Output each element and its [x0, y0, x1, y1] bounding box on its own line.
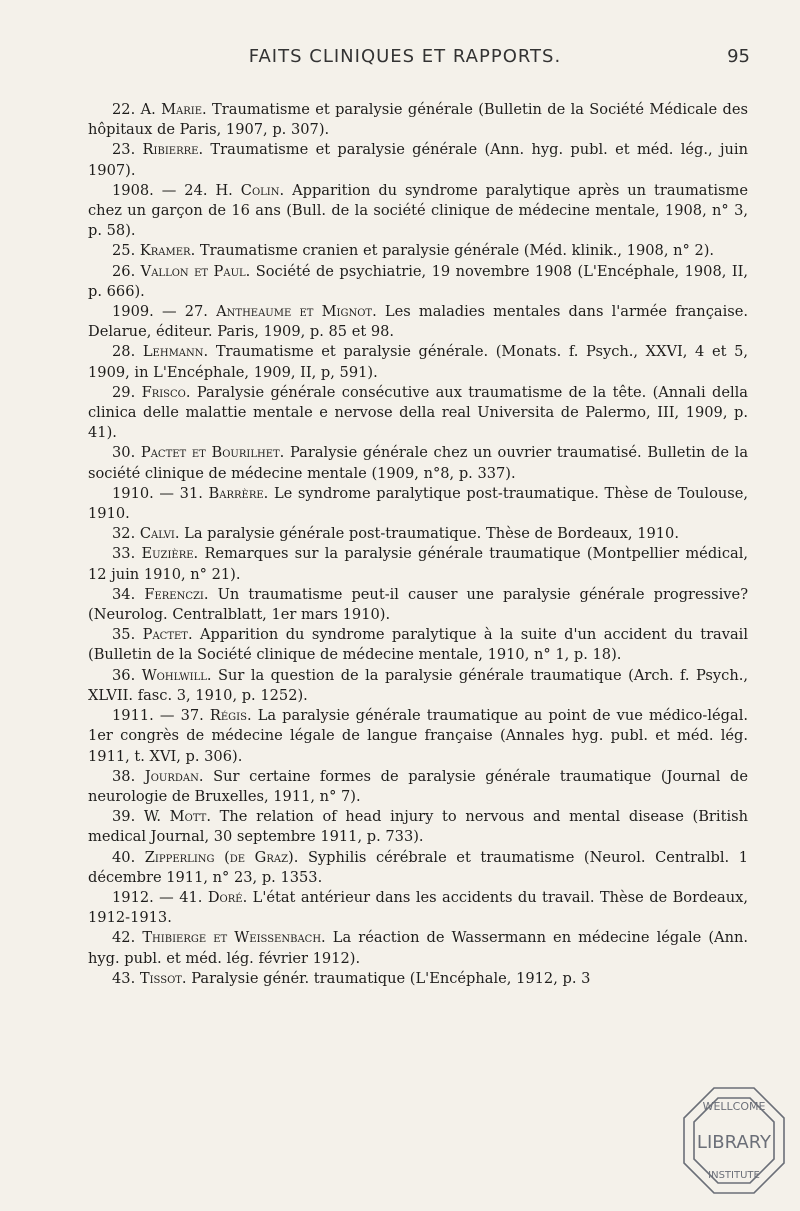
reference-number: 28.	[112, 343, 136, 361]
reference-author: Barrère.	[208, 484, 269, 502]
reference-author: Frisco.	[141, 383, 191, 401]
reference-number: 42.	[112, 929, 136, 947]
reference-number: 23.	[112, 141, 136, 159]
reference-entry	[88, 140, 748, 180]
reference-text: Remarques sur la paralysie générale traumatique (Montpellier médical, 12 juin 1910, n° 21).	[88, 545, 749, 583]
reference-entry	[88, 888, 748, 928]
reference-number: 37.	[180, 707, 204, 725]
stamp-mid-text: LIBRARY	[696, 1132, 772, 1153]
reference-number: 27.	[184, 303, 208, 321]
reference-number: 38.	[112, 767, 136, 785]
reference-author: Ribierre.	[142, 141, 204, 159]
reference-entry	[88, 928, 748, 968]
reference-number: 22.	[112, 101, 136, 118]
reference-number: 30.	[112, 444, 136, 462]
reference-entry	[88, 706, 748, 767]
reference-entry	[88, 524, 748, 544]
reference-author: Calvi.	[139, 525, 180, 543]
reference-text: Traumatisme cranien et paralysie générale (Méd. klinik., 1908, n° 2).	[199, 242, 715, 260]
running-header	[60, 46, 750, 76]
reference-author: Kramer.	[139, 242, 196, 260]
reference-author: W. Mott.	[143, 808, 211, 826]
reference-entry	[88, 767, 748, 807]
reference-number: 24.	[184, 181, 208, 199]
reference-number: 36.	[112, 666, 136, 684]
reference-entry	[88, 585, 748, 625]
reference-number: 40.	[112, 848, 136, 866]
reference-year-lead: 1909. —	[112, 303, 177, 321]
reference-entry	[88, 181, 748, 242]
reference-entry	[88, 262, 748, 302]
reference-entry	[88, 666, 748, 706]
reference-author: Doré.	[207, 888, 248, 906]
reference-text: Un traumatisme peut-il causer une paralysie générale progressive? (Neurolog. Centralblatt, 1er mars 1910).	[88, 585, 749, 624]
reference-entry	[88, 484, 748, 524]
reference-text: The relation of head injury to nervous and mental disease (British medical Journal, 30 septembre 1911, p. 733).	[88, 808, 748, 846]
reference-text: La paralysie générale traumatique au point de vue médico-légal. 1er congrès de médecine légale de langue française (Annales hyg. publ. et méd. lég. 1911, t. XVI, p. 306).	[88, 707, 749, 765]
reference-author: Antheaume et Mignot.	[216, 303, 377, 321]
reference-entry	[88, 544, 748, 584]
reference-text: Paralysie générale chez un ouvrier traumatisé. Bulletin de la société clinique de médecine mentale (1909, n°8, p. 337).	[88, 444, 749, 482]
reference-entry	[88, 241, 748, 261]
reference-text: Société de psychiatrie, 19 novembre 1908 (L'Encéphale, 1908, II, p. 666).	[88, 262, 749, 300]
reference-text: Sur la question de la paralysie générale traumatique (Arch. f. Psych., XLVII. fasc. 3, 1910, p. 1252).	[88, 666, 749, 704]
reference-entry	[88, 625, 748, 665]
reference-number: 41.	[179, 888, 203, 906]
reference-text: Les maladies mentales dans l'armée française. Delarue, éditeur. Paris, 1909, p. 85 et 98.	[88, 303, 749, 341]
reference-text: La paralysie générale post-traumatique. Thèse de Bordeaux, 1910.	[184, 525, 679, 543]
reference-entry	[88, 302, 748, 342]
running-title: FAITS CLINIQUES ET RAPPORTS.	[248, 46, 562, 67]
reference-entry	[88, 807, 748, 847]
reference-entry	[88, 848, 748, 888]
reference-entry	[88, 443, 748, 483]
reference-entry	[88, 342, 748, 382]
stamp-bottom-text: INSTITUTE	[708, 1170, 760, 1181]
reference-text: La réaction de Wassermann en médecine légale (Ann. hyg. publ. et méd. lég. février 1912).	[88, 929, 749, 967]
reference-number: 25.	[112, 242, 136, 260]
reference-number: 34.	[112, 585, 136, 603]
reference-entry	[88, 100, 748, 140]
reference-author: A. Marie.	[140, 101, 207, 118]
reference-author: Thibierge et Weissenbach.	[142, 929, 326, 947]
reference-text: Le syndrome paralytique post-traumatique. Thèse de Toulouse, 1910.	[88, 484, 749, 523]
reference-text: Syphilis cérébrale et traumatisme (Neurol. Centralbl. 1 décembre 1911, n° 23, p. 1353.	[88, 848, 748, 886]
reference-author: Pactet et Bourilhet.	[140, 444, 285, 462]
reference-text: Apparition du syndrome paralytique après un traumatisme chez un garçon de 16 ans (Bull. de la société clinique de médecine mentale, 1908, n° 3, p. 58).	[88, 181, 748, 240]
reference-year-lead: 1908. —	[112, 181, 177, 199]
reference-author: H. Colin.	[215, 181, 285, 199]
reference-number: 32.	[112, 525, 136, 543]
reference-year-lead: 1910. —	[112, 484, 175, 502]
library-stamp	[674, 1078, 794, 1203]
reference-text: Apparition du syndrome paralytique à la suite d'un accident du travail (Bulletin de la Société clinique de médecine mentale, 1910, n° 1, p. 18).	[88, 626, 749, 664]
reference-text: Paralysie générale consécutive aux traumatisme de la tête. (Annali della clinica delle malattie mentale e nervose della real Universita de Palermo, III, 1909, p. 41).	[88, 383, 748, 442]
reference-author: Pactet.	[142, 626, 193, 644]
reference-author: Ferenczi.	[144, 585, 209, 603]
bibliography-list	[88, 100, 748, 989]
stamp-top-text: WELLCOME	[702, 1100, 766, 1113]
reference-text: Sur certaine formes de paralysie générale traumatique (Journal de neurologie de Bruxelles, 1911, n° 7).	[88, 767, 749, 805]
reference-number: 43.	[112, 969, 136, 987]
reference-author: Jourdan.	[144, 767, 204, 785]
reference-number: 35.	[112, 626, 136, 644]
reference-text: Paralysie génér. traumatique (L'Encéphale, 1912, p. 3	[191, 969, 591, 987]
reference-entry	[88, 383, 748, 444]
reference-year-lead: 1911. —	[112, 707, 175, 725]
reference-author: Lehmann.	[142, 343, 209, 361]
reference-text: Traumatisme et paralysie générale (Bulletin de la Société Médicale des hôpitaux de Paris, 1907, p. 307).	[88, 101, 749, 139]
reference-author: Wohlwill.	[141, 666, 212, 684]
reference-author: Euzière.	[141, 545, 199, 563]
page-number: 95	[727, 46, 750, 67]
reference-author: Vallon et Paul.	[140, 262, 251, 280]
reference-number: 39.	[112, 808, 136, 826]
reference-number: 31.	[179, 484, 203, 502]
reference-text: L'état antérieur dans les accidents du travail. Thèse de Bordeaux, 1912-1913.	[88, 888, 749, 927]
reference-number: 29.	[112, 383, 136, 401]
reference-author: Tissot.	[139, 969, 187, 987]
reference-entry	[88, 969, 748, 989]
reference-text: Traumatisme et paralysie générale. (Monats. f. Psych., XXVI, 4 et 5, 1909, in L'Encéphale, 1909, II, p, 591).	[88, 343, 749, 381]
reference-year-lead: 1912. —	[112, 888, 174, 906]
reference-author: Zipperling (de Graz).	[144, 848, 299, 866]
reference-number: 33.	[112, 545, 136, 563]
reference-number: 26.	[112, 262, 136, 280]
reference-text: Traumatisme et paralysie générale (Ann. hyg. publ. et méd. lég., juin 1907).	[88, 141, 748, 179]
reference-author: Régis.	[209, 707, 252, 725]
